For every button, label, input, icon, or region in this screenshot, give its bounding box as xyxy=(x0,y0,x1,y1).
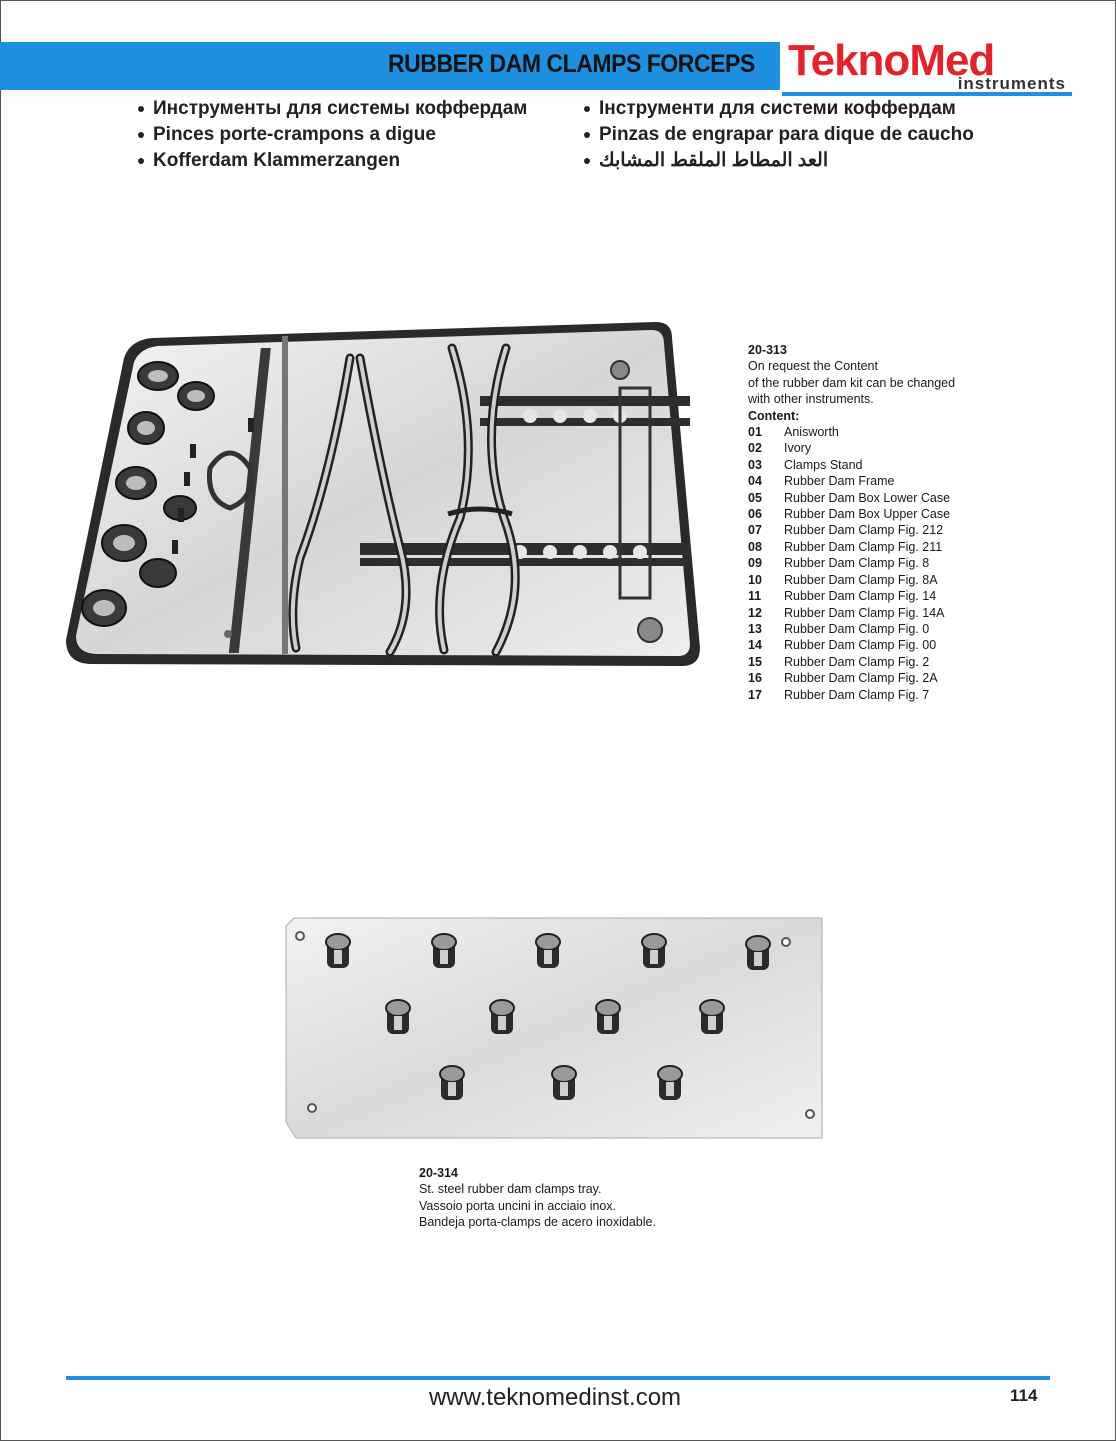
clamp-stud xyxy=(386,1000,410,1034)
product-description-line: On request the Content xyxy=(748,359,878,374)
content-item-name: Rubber Dam Frame xyxy=(784,474,895,489)
content-item-number: 01 xyxy=(748,425,762,440)
clamp-stud xyxy=(440,1066,464,1100)
footer-divider xyxy=(66,1376,1050,1380)
content-item xyxy=(748,424,1048,440)
product-description-line: with other instruments. xyxy=(748,392,874,407)
brand-logo xyxy=(782,38,1072,96)
content-item xyxy=(748,490,1048,506)
bullet-text: Kofferdam Klammerzangen xyxy=(153,150,401,171)
content-item xyxy=(748,473,1048,489)
content-item-number: 16 xyxy=(748,671,762,686)
bullet-item xyxy=(584,122,974,148)
bullet-dot-icon xyxy=(584,132,590,138)
product-description-line: Vassoio porta uncini in acciaio inox. xyxy=(419,1198,617,1213)
content-list xyxy=(748,424,1048,703)
bullet-item xyxy=(584,96,974,122)
clamp-stud xyxy=(700,1000,724,1034)
page-number: 114 xyxy=(1010,1386,1038,1405)
content-item xyxy=(748,687,1048,703)
content-item-name: Rubber Dam Clamp Fig. 00 xyxy=(784,638,937,653)
bullet-text: Pinces porte-crampons a digue xyxy=(153,124,436,145)
logo-part-med: Med xyxy=(909,36,995,85)
bullet-item xyxy=(138,148,527,174)
content-item xyxy=(748,670,1048,686)
bullet-item xyxy=(138,96,527,122)
clamp-stud xyxy=(658,1066,682,1100)
bullet-text: Инструменты для системы коффердам xyxy=(153,98,528,119)
content-item-name: Rubber Dam Box Lower Case xyxy=(784,490,951,505)
page-title: RUBBER DAM CLAMPS FORCEPS xyxy=(388,50,755,78)
content-item-name: Rubber Dam Clamp Fig. 14A xyxy=(784,605,945,620)
product-description-line: St. steel rubber dam clamps tray. xyxy=(419,1182,602,1197)
content-item xyxy=(748,457,1048,473)
content-item-number: 03 xyxy=(748,457,762,472)
content-item-number: 13 xyxy=(748,621,762,636)
product-20-314-spec xyxy=(419,1165,819,1231)
clamp-stud xyxy=(490,1000,514,1034)
content-item-name: Rubber Dam Clamp Fig. 8 xyxy=(784,556,930,571)
content-item-name: Rubber Dam Clamp Fig. 14 xyxy=(784,589,937,604)
bullet-text: العد المطاط الملقط المشابك xyxy=(599,150,829,171)
content-item-number: 17 xyxy=(748,687,762,702)
clamp-stud xyxy=(642,934,666,968)
content-item-number: 08 xyxy=(748,539,762,554)
content-item-name: Rubber Dam Clamp Fig. 0 xyxy=(784,621,930,636)
content-item xyxy=(748,637,1048,653)
clamp-stud xyxy=(596,1000,620,1034)
content-item-name: Rubber Dam Clamp Fig. 2 xyxy=(784,654,930,669)
logo-subtitle: instruments xyxy=(957,74,1066,93)
content-item-number: 07 xyxy=(748,523,762,538)
content-item xyxy=(748,588,1048,604)
content-item-name: Anisworth xyxy=(784,425,839,440)
logo-part-tekno: Tekno xyxy=(788,36,910,85)
content-item-number: 02 xyxy=(748,441,762,456)
content-item xyxy=(748,440,1048,456)
content-item xyxy=(748,555,1048,571)
clamp-stud xyxy=(746,936,770,970)
content-item-name: Ivory xyxy=(784,441,812,456)
content-item-number: 12 xyxy=(748,605,762,620)
content-item xyxy=(748,654,1048,670)
clamp-stud xyxy=(432,934,456,968)
bullet-dot-icon xyxy=(584,158,590,164)
bullet-text: Інструменти для системи коффердам xyxy=(599,98,956,119)
clamp-stud xyxy=(536,934,560,968)
content-item-number: 11 xyxy=(748,589,762,604)
content-item-number: 04 xyxy=(748,474,762,489)
clamp-stud xyxy=(552,1066,576,1100)
bullet-text: Pinzas de engrapar para dique de caucho xyxy=(599,124,974,145)
content-item-name: Rubber Dam Clamp Fig. 2A xyxy=(784,671,938,686)
bullet-dot-icon xyxy=(138,106,144,112)
bullet-dot-icon xyxy=(138,158,144,164)
product-code: 20-313 xyxy=(748,343,787,357)
clamp-stud xyxy=(326,934,350,968)
bullet-list-right xyxy=(584,96,974,174)
bullet-dot-icon xyxy=(138,132,144,138)
content-item xyxy=(748,506,1048,522)
content-item-name: Rubber Dam Box Upper Case xyxy=(784,507,951,522)
product-description-line: Bandeja porta-clamps de acero inoxidable. xyxy=(419,1215,656,1230)
content-item-number: 06 xyxy=(748,507,762,522)
content-label: Content: xyxy=(748,408,800,423)
product-20-313-spec xyxy=(748,342,1048,703)
bullet-list-left xyxy=(138,96,527,174)
content-item-number: 09 xyxy=(748,556,762,571)
clamps-tray-photo xyxy=(282,912,830,1144)
content-item xyxy=(748,539,1048,555)
content-item-number: 10 xyxy=(748,572,762,587)
content-item-name: Rubber Dam Clamp Fig. 8A xyxy=(784,572,938,587)
content-item-name: Rubber Dam Clamp Fig. 211 xyxy=(784,539,943,554)
content-item xyxy=(748,605,1048,621)
content-item-name: Clamps Stand xyxy=(784,457,863,472)
content-item xyxy=(748,621,1048,637)
content-item xyxy=(748,572,1048,588)
content-item xyxy=(748,522,1048,538)
bullet-dot-icon xyxy=(584,106,590,112)
product-code: 20-314 xyxy=(419,1166,458,1180)
rubber-dam-kit-photo xyxy=(60,318,710,678)
content-item-name: Rubber Dam Clamp Fig. 212 xyxy=(784,523,944,538)
content-item-number: 05 xyxy=(748,490,762,505)
product-description-line: of the rubber dam kit can be changed xyxy=(748,375,956,390)
content-item-number: 14 xyxy=(748,638,762,653)
bullet-item xyxy=(584,148,974,174)
website-url[interactable]: www.teknomedinst.com xyxy=(428,1384,682,1411)
content-item-name: Rubber Dam Clamp Fig. 7 xyxy=(784,687,930,702)
bullet-item xyxy=(138,122,527,148)
content-item-number: 15 xyxy=(748,654,762,669)
